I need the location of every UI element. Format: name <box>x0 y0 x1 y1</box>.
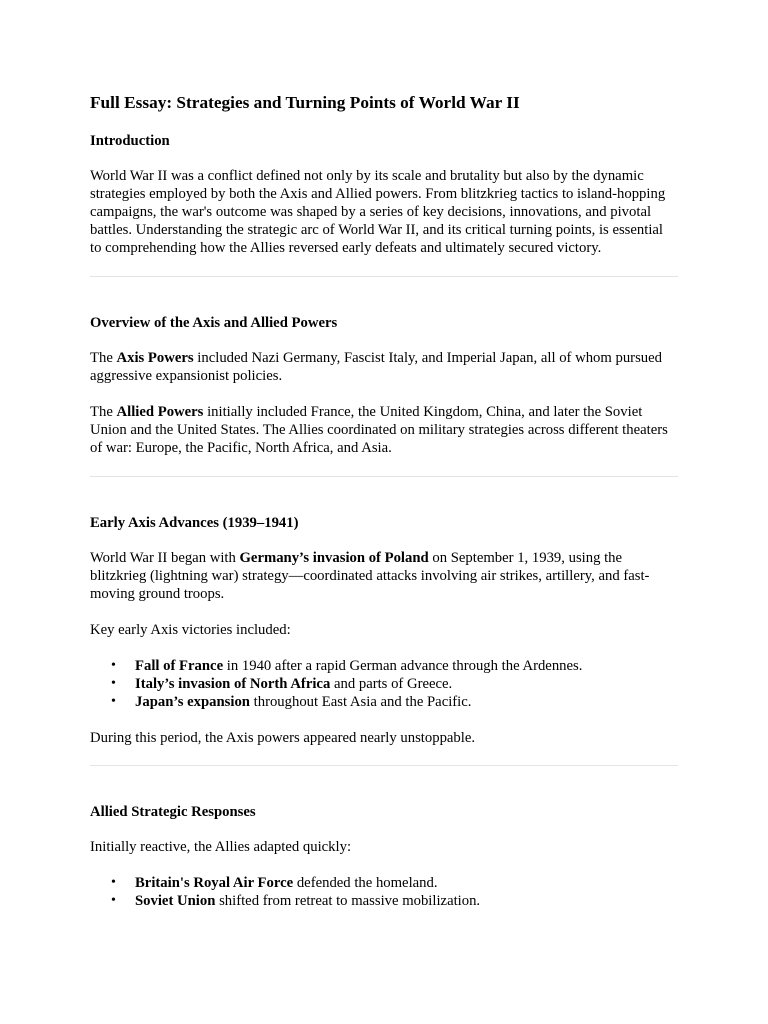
section-heading-introduction: Introduction <box>90 133 170 149</box>
list-item-text: and parts of Greece. <box>330 676 453 692</box>
section-heading-early-axis-advances: Early Axis Advances (1939–1941) <box>90 515 299 531</box>
early-paragraph-body: on September 1, 1939, using the blitzkrieg (lightning war) strategy—coordinated attacks involving air strikes, artillery, and fast-moving ground troops. <box>90 550 650 602</box>
list-item-term: Britain's Royal Air Force <box>135 875 294 891</box>
list-item-term: Italy’s invasion of North Africa <box>135 676 331 692</box>
list-item <box>111 675 678 693</box>
document-title: Full Essay: Strategies and Turning Points of World War II <box>90 93 520 112</box>
early-advances-closing: During this period, the Axis powers appeared nearly unstoppable. <box>90 730 476 746</box>
invasion-of-poland-term: Germany’s invasion of Poland <box>239 550 429 566</box>
axis-paragraph-lead: The <box>90 350 117 366</box>
bullet-icon: • <box>111 875 116 890</box>
bullet-icon: • <box>111 893 116 908</box>
list-item-term: Fall of France <box>135 658 224 674</box>
section-divider <box>90 765 678 766</box>
list-item <box>111 657 678 675</box>
section-heading-overview: Overview of the Axis and Allied Powers <box>90 315 338 331</box>
section-divider <box>90 476 678 477</box>
list-item-term: Japan’s expansion <box>135 694 250 710</box>
list-item-text: defended the homeland. <box>293 875 438 891</box>
allied-powers-paragraph <box>90 403 678 457</box>
list-item <box>111 693 678 711</box>
axis-powers-term: Axis Powers <box>116 350 194 366</box>
allied-powers-term: Allied Powers <box>116 404 204 420</box>
axis-powers-paragraph <box>90 349 678 385</box>
list-item-term: Soviet Union <box>135 893 216 909</box>
allied-responses-list <box>90 874 678 910</box>
list-item-text: shifted from retreat to massive mobilization. <box>215 893 481 909</box>
early-advances-paragraph <box>90 549 678 603</box>
allied-responses-intro: Initially reactive, the Allies adapted quickly: <box>90 839 352 855</box>
allied-paragraph-lead: The <box>90 404 117 420</box>
key-victories-intro: Key early Axis victories included: <box>90 622 291 638</box>
allied-paragraph-body: initially included France, the United Kingdom, China, and later the Soviet Union and the United States. The Allies coordinated on military strategies across different theaters of war: Europe, the Pacific, North Africa, and Asia. <box>90 404 668 456</box>
early-paragraph-lead: World War II began with <box>90 550 240 566</box>
axis-paragraph-body: included Nazi Germany, Fascist Italy, and Imperial Japan, all of whom pursued aggressive expansionist policies. <box>90 350 662 384</box>
section-divider <box>90 276 678 277</box>
early-victories-list <box>90 657 678 711</box>
list-item-text: in 1940 after a rapid German advance through the Ardennes. <box>223 658 583 674</box>
bullet-icon: • <box>111 676 116 691</box>
bullet-icon: • <box>111 658 116 673</box>
list-item-text: throughout East Asia and the Pacific. <box>249 694 472 710</box>
section-heading-allied-responses: Allied Strategic Responses <box>90 804 256 820</box>
list-item <box>111 892 678 910</box>
introduction-paragraph: World War II was a conflict defined not only by its scale and brutality but also by the dynamic strategies employed by both the Axis and Allied powers. From blitzkrieg tactics to island-hopping campaigns, the war's outcome was shaped by a series of key decisions, innovations, and pivotal battles. Understanding the strategic arc of World War II, and its critical turning points, is essential to comprehending how the Allies reversed early defeats and ultimately secured victory. <box>90 168 666 256</box>
list-item <box>111 874 678 892</box>
bullet-icon: • <box>111 694 116 709</box>
